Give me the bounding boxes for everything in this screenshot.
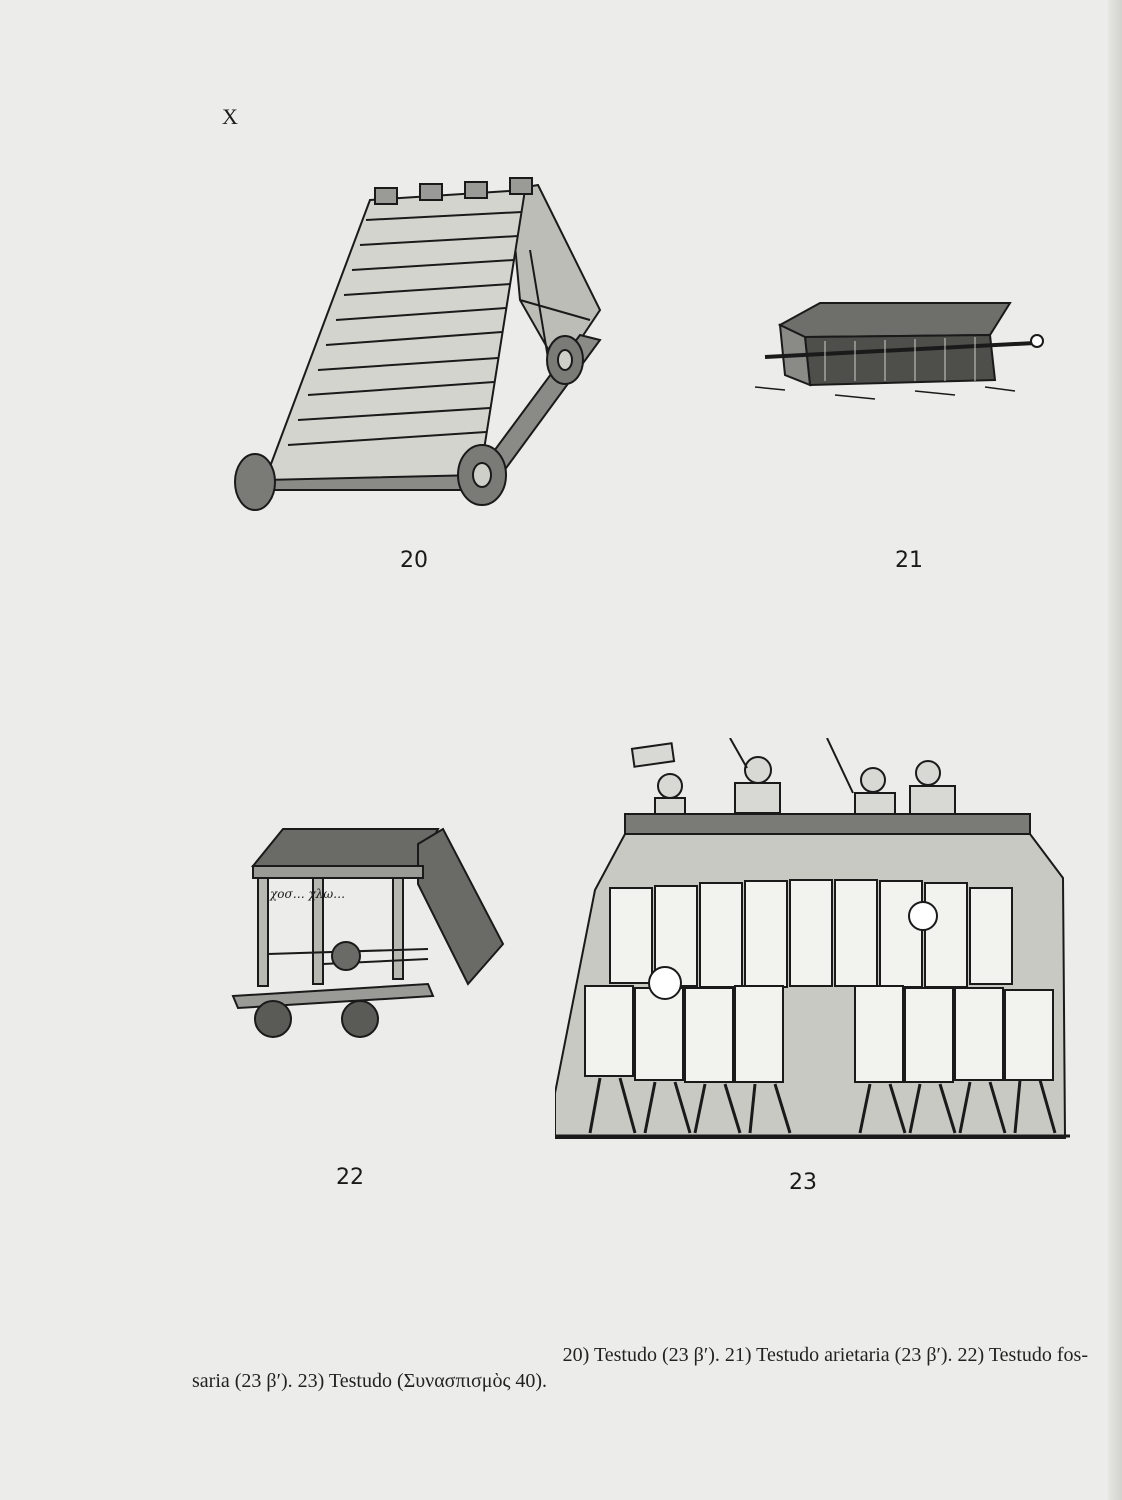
figure-caption [192, 1342, 1088, 1394]
figure-23-illustration [555, 738, 1070, 1143]
figure-20-illustration [220, 170, 610, 520]
plate-number: X [222, 104, 239, 129]
figure-22-inscription: χοσ… χλω… [270, 887, 346, 901]
figure-22-illustration [228, 824, 508, 1044]
caption-line-1: 20) Testudo (23 β′). 21) Testudo arietaria (23 β′). 22) Testudo fos- [562, 1344, 1088, 1366]
figure-21-illustration [745, 295, 1050, 415]
figure-22-number: 22 [336, 1165, 364, 1190]
figure-21-number: 21 [895, 548, 923, 573]
figure-20-number: 20 [400, 548, 428, 573]
figure-23-number: 23 [789, 1170, 817, 1195]
page-edge [1108, 0, 1122, 1500]
caption-line-2: saria (23 β′). 23) Testudo (Συνασπισμὸς 40). [192, 1370, 548, 1392]
